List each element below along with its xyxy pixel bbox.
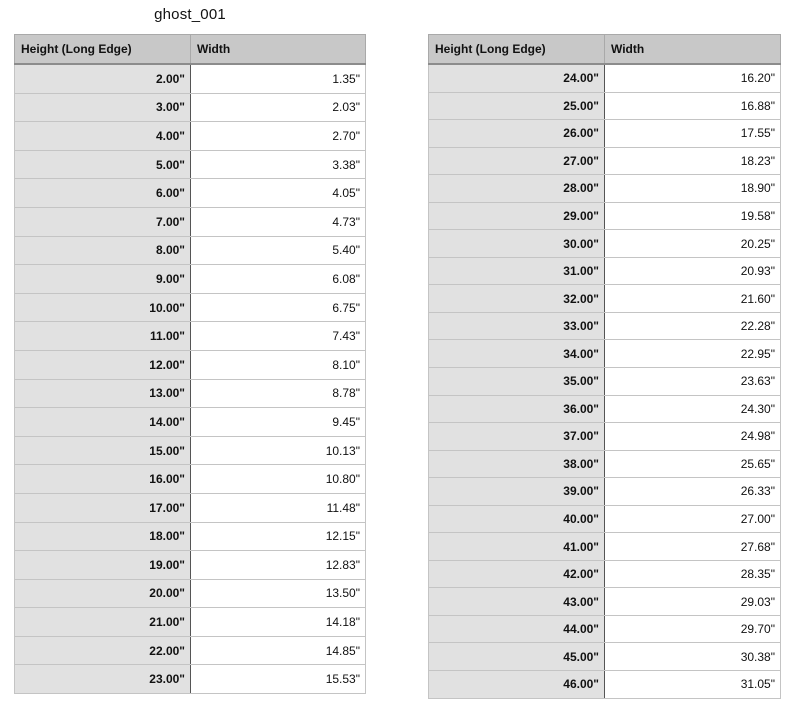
width-cell[interactable]: 14.18": [191, 608, 366, 637]
width-cell[interactable]: 1.35": [191, 64, 366, 93]
width-cell[interactable]: 18.90": [605, 175, 781, 203]
height-cell[interactable]: 38.00": [429, 450, 605, 478]
height-cell[interactable]: 12.00": [15, 350, 191, 379]
width-cell[interactable]: 30.38": [605, 643, 781, 671]
table-row: [429, 368, 781, 396]
width-cell[interactable]: 31.05": [605, 671, 781, 699]
width-cell[interactable]: 24.30": [605, 395, 781, 423]
width-cell[interactable]: 4.05": [191, 179, 366, 208]
width-cell[interactable]: 7.43": [191, 322, 366, 351]
table-row: [15, 379, 366, 408]
table-row: [429, 533, 781, 561]
table-row: [429, 175, 781, 203]
table-row: [15, 608, 366, 637]
table-row: [15, 350, 366, 379]
width-cell[interactable]: 12.15": [191, 522, 366, 551]
height-cell[interactable]: 17.00": [15, 493, 191, 522]
height-cell[interactable]: 37.00": [429, 423, 605, 451]
table-row: [429, 147, 781, 175]
width-cell[interactable]: 10.13": [191, 436, 366, 465]
table-row: [15, 122, 366, 151]
height-cell[interactable]: 22.00": [15, 636, 191, 665]
width-cell[interactable]: 12.83": [191, 551, 366, 580]
height-cell[interactable]: 32.00": [429, 285, 605, 313]
height-cell[interactable]: 9.00": [15, 265, 191, 294]
height-cell[interactable]: 28.00": [429, 175, 605, 203]
table-row: [15, 493, 366, 522]
width-cell[interactable]: 13.50": [191, 579, 366, 608]
table-row: [15, 665, 366, 694]
table-row: [15, 522, 366, 551]
table-row: [429, 92, 781, 120]
width-cell[interactable]: 24.98": [605, 423, 781, 451]
width-cell[interactable]: 8.78": [191, 379, 366, 408]
height-cell[interactable]: 46.00": [429, 671, 605, 699]
table-row: [429, 671, 781, 699]
table-row: [429, 64, 781, 92]
height-cell[interactable]: 39.00": [429, 478, 605, 506]
height-cell[interactable]: 6.00": [15, 179, 191, 208]
height-cell[interactable]: 19.00": [15, 551, 191, 580]
table-row: [15, 551, 366, 580]
height-cell[interactable]: 24.00": [429, 64, 605, 92]
column-header-width[interactable]: Width: [605, 35, 781, 65]
width-cell[interactable]: 20.25": [605, 230, 781, 258]
table-row: [429, 285, 781, 313]
height-cell[interactable]: 13.00": [15, 379, 191, 408]
table-row: [429, 202, 781, 230]
table-row: [429, 395, 781, 423]
height-cell[interactable]: 35.00": [429, 368, 605, 396]
height-cell[interactable]: 2.00": [15, 64, 191, 93]
table-row: [15, 64, 366, 93]
column-header-height[interactable]: Height (Long Edge): [15, 35, 191, 65]
size-table-left: [14, 34, 366, 694]
width-cell[interactable]: 16.88": [605, 92, 781, 120]
table-row: [429, 505, 781, 533]
height-cell[interactable]: 11.00": [15, 322, 191, 351]
table-row: [429, 643, 781, 671]
height-cell[interactable]: 36.00": [429, 395, 605, 423]
table-row: [429, 560, 781, 588]
height-cell[interactable]: 29.00": [429, 202, 605, 230]
table-row: [429, 423, 781, 451]
width-cell[interactable]: 28.35": [605, 560, 781, 588]
height-cell[interactable]: 18.00": [15, 522, 191, 551]
height-cell[interactable]: 8.00": [15, 236, 191, 265]
table-row: [15, 322, 366, 351]
width-cell[interactable]: 29.03": [605, 588, 781, 616]
size-table-right: [428, 34, 781, 699]
table-row: [429, 312, 781, 340]
width-cell[interactable]: 19.58": [605, 202, 781, 230]
table-row: [15, 236, 366, 265]
width-cell[interactable]: 18.23": [605, 147, 781, 175]
width-cell[interactable]: 2.03": [191, 93, 366, 122]
height-cell[interactable]: 43.00": [429, 588, 605, 616]
table-row: [15, 93, 366, 122]
height-cell[interactable]: 33.00": [429, 312, 605, 340]
table-row: [429, 478, 781, 506]
height-cell[interactable]: 34.00": [429, 340, 605, 368]
height-cell[interactable]: 31.00": [429, 257, 605, 285]
height-cell[interactable]: 41.00": [429, 533, 605, 561]
table-row: [15, 265, 366, 294]
table-row: [429, 230, 781, 258]
width-cell[interactable]: 3.38": [191, 150, 366, 179]
height-cell[interactable]: 16.00": [15, 465, 191, 494]
width-cell[interactable]: 15.53": [191, 665, 366, 694]
width-cell[interactable]: 29.70": [605, 615, 781, 643]
width-cell[interactable]: 27.68": [605, 533, 781, 561]
width-cell[interactable]: 20.93": [605, 257, 781, 285]
height-cell[interactable]: 4.00": [15, 122, 191, 151]
width-cell[interactable]: 4.73": [191, 207, 366, 236]
height-cell[interactable]: 15.00": [15, 436, 191, 465]
height-cell[interactable]: 5.00": [15, 150, 191, 179]
table-row: [15, 465, 366, 494]
height-cell[interactable]: 45.00": [429, 643, 605, 671]
table-row: [429, 120, 781, 148]
width-cell[interactable]: 21.60": [605, 285, 781, 313]
width-cell[interactable]: 27.00": [605, 505, 781, 533]
table-row: [15, 636, 366, 665]
table-row: [429, 588, 781, 616]
width-cell[interactable]: 11.48": [191, 493, 366, 522]
height-cell[interactable]: 7.00": [15, 207, 191, 236]
height-cell[interactable]: 10.00": [15, 293, 191, 322]
height-cell[interactable]: 44.00": [429, 615, 605, 643]
height-cell[interactable]: 27.00": [429, 147, 605, 175]
height-cell[interactable]: 26.00": [429, 120, 605, 148]
table-row: [15, 579, 366, 608]
width-cell[interactable]: 17.55": [605, 120, 781, 148]
table-row: [15, 436, 366, 465]
height-cell[interactable]: 42.00": [429, 560, 605, 588]
width-cell[interactable]: 16.20": [605, 64, 781, 92]
width-cell[interactable]: 23.63": [605, 368, 781, 396]
height-cell[interactable]: 20.00": [15, 579, 191, 608]
width-cell[interactable]: 8.10": [191, 350, 366, 379]
width-cell[interactable]: 25.65": [605, 450, 781, 478]
width-cell[interactable]: 5.40": [191, 236, 366, 265]
table-row: [429, 340, 781, 368]
column-header-width[interactable]: Width: [191, 35, 366, 65]
width-cell[interactable]: 6.75": [191, 293, 366, 322]
table-row: [15, 408, 366, 437]
column-header-height[interactable]: Height (Long Edge): [429, 35, 605, 65]
table-row: [429, 615, 781, 643]
height-cell[interactable]: 21.00": [15, 608, 191, 637]
table-row: [15, 207, 366, 236]
height-cell[interactable]: 40.00": [429, 505, 605, 533]
table-row: [429, 450, 781, 478]
height-cell[interactable]: 23.00": [15, 665, 191, 694]
width-cell[interactable]: 10.80": [191, 465, 366, 494]
width-cell[interactable]: 22.28": [605, 312, 781, 340]
table-row: [15, 293, 366, 322]
width-cell[interactable]: 22.95": [605, 340, 781, 368]
height-cell[interactable]: 3.00": [15, 93, 191, 122]
table-header-row: [429, 35, 781, 65]
width-cell[interactable]: 2.70": [191, 122, 366, 151]
width-cell[interactable]: 14.85": [191, 636, 366, 665]
document-title: ghost_001: [154, 6, 226, 23]
height-cell[interactable]: 14.00": [15, 408, 191, 437]
width-cell[interactable]: 9.45": [191, 408, 366, 437]
table-header-row: [15, 35, 366, 65]
height-cell[interactable]: 25.00": [429, 92, 605, 120]
table-row: [429, 257, 781, 285]
height-cell[interactable]: 30.00": [429, 230, 605, 258]
width-cell[interactable]: 6.08": [191, 265, 366, 294]
table-row: [15, 150, 366, 179]
width-cell[interactable]: 26.33": [605, 478, 781, 506]
table-row: [15, 179, 366, 208]
